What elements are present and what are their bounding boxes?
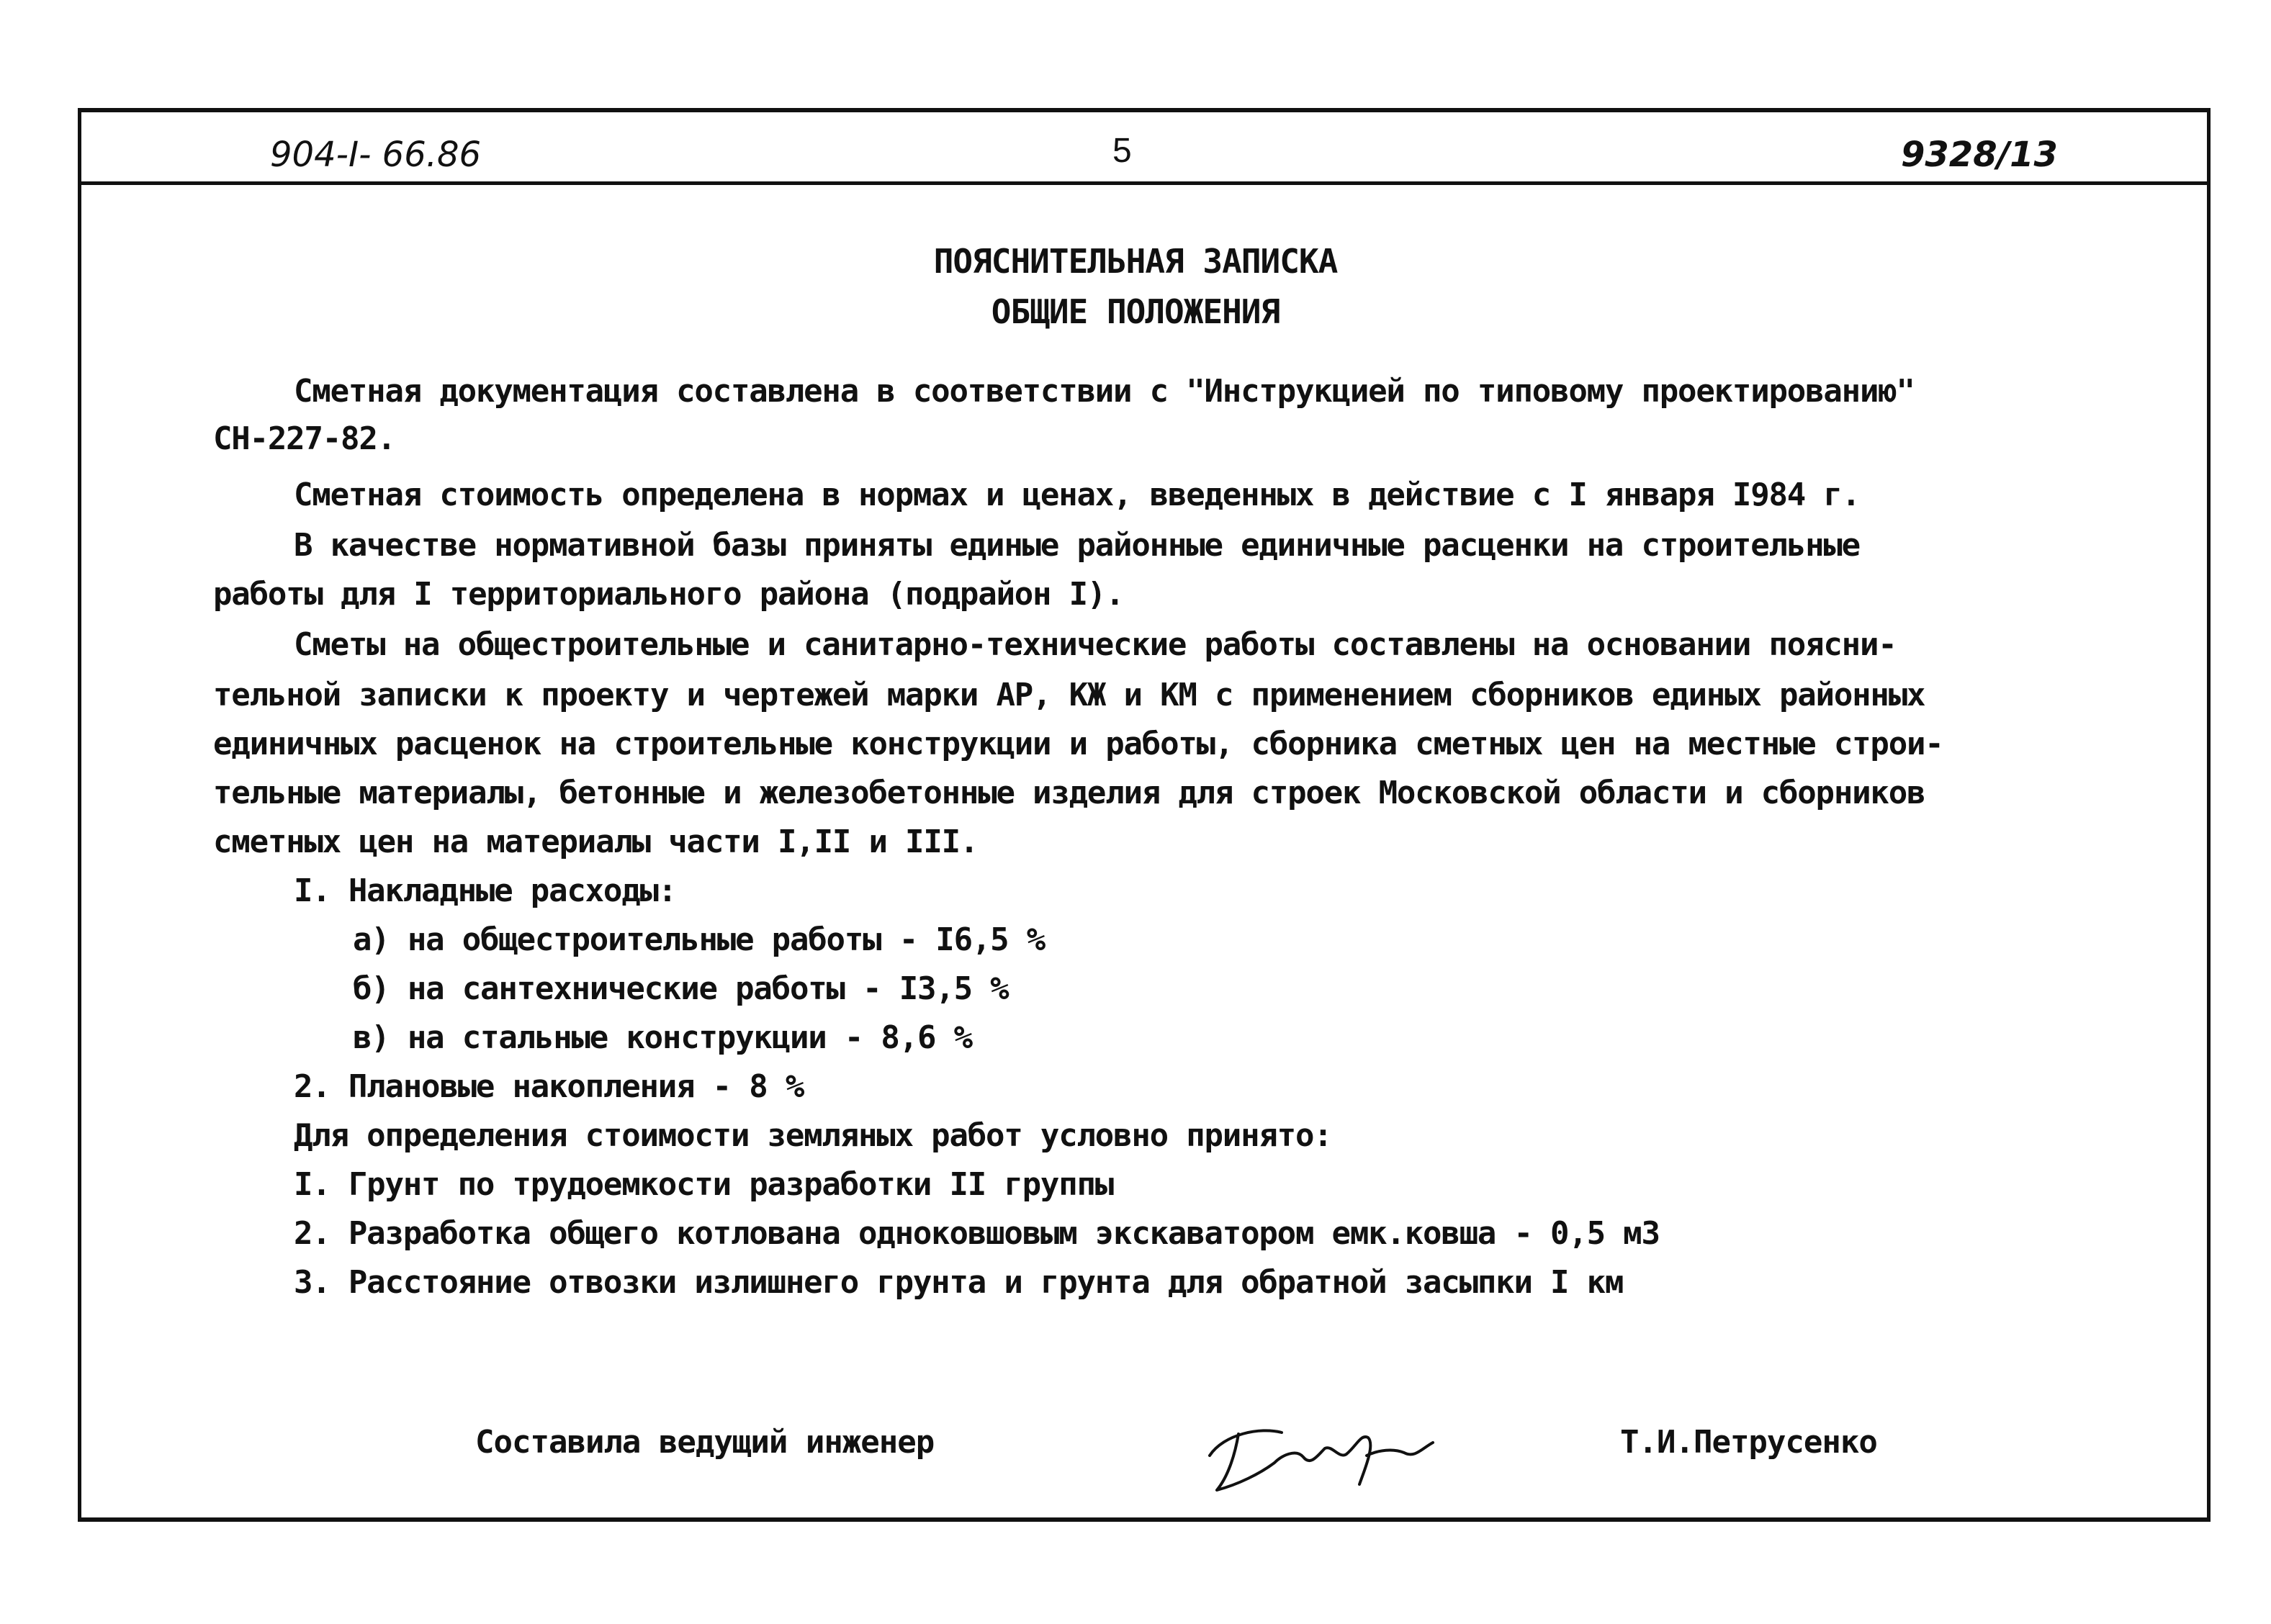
- document-title: ПОЯСНИТЕЛЬНАЯ ЗАПИСКА: [933, 242, 1338, 281]
- planned-savings: 2. Плановые накопления - 8 %: [294, 1068, 804, 1105]
- handwritten-signature: [1195, 1405, 1440, 1506]
- project-code: 904-I- 66.86: [270, 135, 482, 175]
- overhead-heading: I. Накладные расходы:: [294, 872, 677, 909]
- earthwork-heading: Для определения стоимости земляных работ условно принято:: [294, 1117, 1332, 1154]
- body-line-9: тельные материалы, бетонные и железобетонные изделия для строек Московской области и сборников: [213, 775, 1925, 811]
- body-line-8: единичных расценок на строительные конструкции и работы, сборника сметных цен на местные строи-: [213, 726, 1943, 762]
- signatory-role: Составила ведущий инженер: [475, 1424, 935, 1461]
- body-line-5: работы для I территориального района (подрайон I).: [213, 576, 1124, 613]
- body-line-7: тельной записки к проекту и чертежей марки АР, КЖ и КМ с применением сборников единых районных: [213, 677, 1925, 713]
- overhead-item-b: б) на сантехнические работы - I3,5 %: [353, 970, 1009, 1007]
- page-number: 5: [1112, 132, 1132, 170]
- earthwork-item-3: 3. Расстояние отвозки излишнего грунта и грунта для обратной засыпки I км: [294, 1264, 1624, 1301]
- body-line-2: СН-227-82.: [213, 420, 395, 457]
- body-line-3: Сметная стоимость определена в нормах и ценах, введенных в действие с I января I984 г.: [294, 477, 1860, 513]
- body-line-4: В качестве нормативной базы приняты единые районные единичные расценки на строительные: [294, 527, 1860, 564]
- earthwork-item-1: I. Грунт по трудоемкости разработки II группы: [294, 1166, 1114, 1203]
- document-subtitle: ОБЩИЕ ПОЛОЖЕНИЯ: [991, 292, 1280, 331]
- signatory-name: Т.И.Петрусенко: [1620, 1424, 1877, 1461]
- body-line-1: Сметная документация составлена в соответствии с "Инструкцией по типовому проектированию": [294, 373, 1915, 410]
- header-divider: [78, 181, 2211, 185]
- sheet-code: 9328/13: [1901, 135, 2058, 175]
- body-line-10: сметных цен на материалы части I,II и III.: [213, 824, 979, 860]
- earthwork-item-2: 2. Разработка общего котлована одноковшовым экскаватором емк.ковша - 0,5 м3: [294, 1215, 1660, 1252]
- overhead-item-c: в) на стальные конструкции - 8,6 %: [353, 1019, 972, 1056]
- body-line-6: Сметы на общестроительные и санитарно-технические работы составлены на основании поясни-: [294, 626, 1897, 663]
- overhead-item-a: а) на общестроительные работы - I6,5 %: [353, 921, 1045, 958]
